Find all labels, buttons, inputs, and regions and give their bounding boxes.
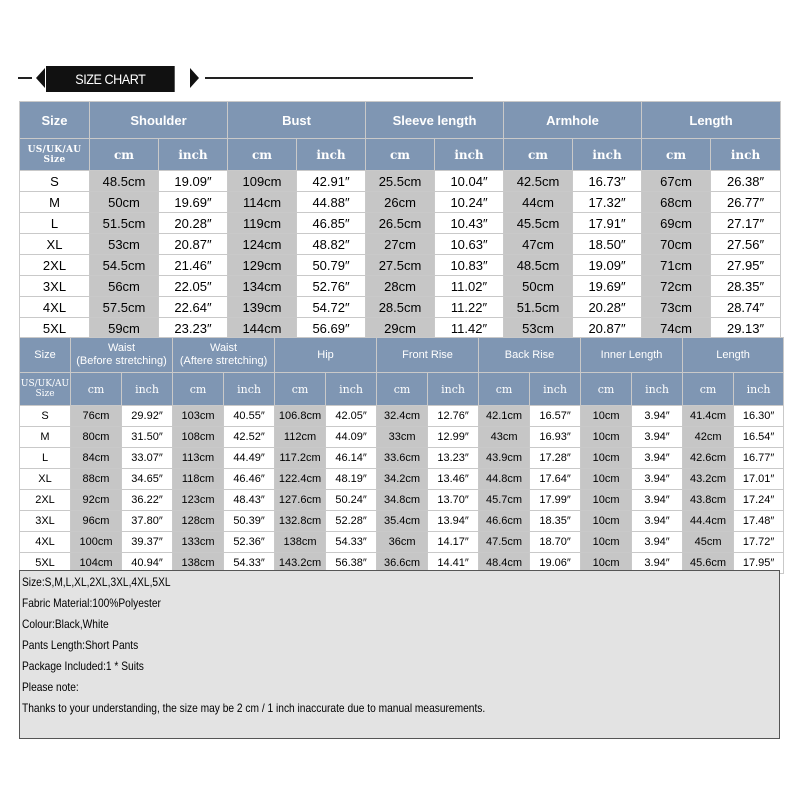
cm-value-cell: 96cm [71,511,122,532]
inch-value-cell: 26.77″ [711,192,781,213]
cm-value-cell: 51.5cm [504,297,573,318]
size-chart-title: SIZE CHART [46,66,175,92]
inch-value-cell: 19.09″ [159,171,228,192]
bottom-unit-row [20,373,784,406]
inch-value-cell: 14.17″ [428,532,479,553]
inch-value-cell: 13.70″ [428,490,479,511]
inch-value-cell: 3.94″ [632,511,683,532]
cm-value-cell: 45.7cm [479,490,530,511]
inch-label: inch [224,373,275,406]
cm-value-cell: 28.5cm [366,297,435,318]
inch-value-cell: 17.48″ [734,511,784,532]
inch-value-cell: 54.72″ [297,297,366,318]
cm-value-cell: 50cm [90,192,159,213]
inch-value-cell: 54.33″ [224,553,275,574]
cm-value-cell: 10cm [581,532,632,553]
cm-label: cm [377,373,428,406]
inch-label: inch [573,139,642,171]
inch-value-cell: 3.94″ [632,532,683,553]
inch-value-cell: 19.06″ [530,553,581,574]
cm-value-cell: 92cm [71,490,122,511]
inch-label: inch [326,373,377,406]
inch-value-cell: 50.79″ [297,255,366,276]
size-cell: M [20,192,90,213]
bottom-size-table [19,337,784,574]
table-row [20,297,781,318]
cm-value-cell: 34.8cm [377,490,428,511]
inch-value-cell: 16.57″ [530,406,581,427]
table-row [20,255,781,276]
inch-value-cell: 22.05″ [159,276,228,297]
inch-value-cell: 26.38″ [711,171,781,192]
inch-value-cell: 20.87″ [159,234,228,255]
inch-value-cell: 27.56″ [711,234,781,255]
inch-value-cell: 11.42″ [435,318,504,339]
inch-value-cell: 46.14″ [326,448,377,469]
inch-value-cell: 46.85″ [297,213,366,234]
note-please-note: Please note: [22,680,79,694]
inch-value-cell: 17.99″ [530,490,581,511]
cm-label: cm [683,373,734,406]
cm-value-cell: 53cm [504,318,573,339]
inch-value-cell: 31.50″ [122,427,173,448]
cm-value-cell: 47.5cm [479,532,530,553]
inch-value-cell: 20.28″ [573,297,642,318]
cm-value-cell: 108cm [173,427,224,448]
top-unit-row [20,139,781,171]
cm-value-cell: 76cm [71,406,122,427]
cm-label: cm [504,139,573,171]
inch-value-cell: 34.65″ [122,469,173,490]
inch-value-cell: 33.07″ [122,448,173,469]
cm-value-cell: 113cm [173,448,224,469]
inch-value-cell: 44.88″ [297,192,366,213]
inch-value-cell: 10.43″ [435,213,504,234]
inch-value-cell: 18.50″ [573,234,642,255]
size-cell: 4XL [20,532,71,553]
cm-value-cell: 10cm [581,511,632,532]
inch-label: inch [734,373,784,406]
product-notes [19,570,780,739]
cm-value-cell: 114cm [228,192,297,213]
inch-value-cell: 16.93″ [530,427,581,448]
inch-value-cell: 44.09″ [326,427,377,448]
inch-value-cell: 39.37″ [122,532,173,553]
header-left-arrow [36,68,45,88]
cm-value-cell: 44cm [504,192,573,213]
cm-value-cell: 36cm [377,532,428,553]
size-cell: L [20,448,71,469]
cm-label: cm [479,373,530,406]
inch-value-cell: 29.13″ [711,318,781,339]
cm-value-cell: 104cm [71,553,122,574]
top-size-table [19,101,781,339]
inch-value-cell: 11.02″ [435,276,504,297]
inch-value-cell: 52.76″ [297,276,366,297]
header-right-arrow [190,68,199,88]
inch-value-cell: 10.24″ [435,192,504,213]
inch-label: inch [159,139,228,171]
region-size-label: US/UK/AU Size [20,373,71,406]
cm-label: cm [581,373,632,406]
bust-header: Bust [228,102,366,139]
cm-value-cell: 42.1cm [479,406,530,427]
inch-value-cell: 48.82″ [297,234,366,255]
cm-value-cell: 127.6cm [275,490,326,511]
cm-value-cell: 10cm [581,427,632,448]
inch-value-cell: 44.49″ [224,448,275,469]
inch-value-cell: 42.91″ [297,171,366,192]
cm-value-cell: 143.2cm [275,553,326,574]
size-cell: S [20,406,71,427]
size-cell: M [20,427,71,448]
table-row [20,511,784,532]
cm-value-cell: 54.5cm [90,255,159,276]
cm-value-cell: 134cm [228,276,297,297]
size-cell: 5XL [20,318,90,339]
cm-value-cell: 88cm [71,469,122,490]
inch-label: inch [530,373,581,406]
bottom-header-row [20,338,784,373]
cm-value-cell: 43.8cm [683,490,734,511]
inch-value-cell: 17.01″ [734,469,784,490]
cm-value-cell: 119cm [228,213,297,234]
cm-value-cell: 56cm [90,276,159,297]
cm-value-cell: 139cm [228,297,297,318]
table-row [20,318,781,339]
inch-value-cell: 3.94″ [632,427,683,448]
cm-value-cell: 128cm [173,511,224,532]
inch-value-cell: 3.94″ [632,406,683,427]
cm-value-cell: 124cm [228,234,297,255]
cm-value-cell: 43cm [479,427,530,448]
inch-value-cell: 16.73″ [573,171,642,192]
cm-value-cell: 10cm [581,448,632,469]
size-header: Size [20,102,90,139]
size-cell: S [20,171,90,192]
cm-value-cell: 10cm [581,469,632,490]
size-cell: 2XL [20,255,90,276]
inch-value-cell: 40.94″ [122,553,173,574]
cm-value-cell: 34.2cm [377,469,428,490]
hip-header: Hip [275,338,377,373]
cm-value-cell: 132.8cm [275,511,326,532]
cm-value-cell: 43.9cm [479,448,530,469]
cm-value-cell: 29cm [366,318,435,339]
inch-value-cell: 14.41″ [428,553,479,574]
cm-value-cell: 80cm [71,427,122,448]
inch-value-cell: 48.43″ [224,490,275,511]
cm-value-cell: 48.5cm [504,255,573,276]
cm-value-cell: 42.6cm [683,448,734,469]
inch-value-cell: 19.09″ [573,255,642,276]
shoulder-header: Shoulder [90,102,228,139]
inch-label: inch [122,373,173,406]
inch-value-cell: 56.38″ [326,553,377,574]
cm-value-cell: 117.2cm [275,448,326,469]
cm-value-cell: 48.5cm [90,171,159,192]
inch-value-cell: 18.35″ [530,511,581,532]
cm-value-cell: 106.8cm [275,406,326,427]
cm-label: cm [90,139,159,171]
inch-value-cell: 37.80″ [122,511,173,532]
cm-value-cell: 74cm [642,318,711,339]
cm-value-cell: 32.4cm [377,406,428,427]
inch-value-cell: 46.46″ [224,469,275,490]
table-row [20,427,784,448]
inch-value-cell: 18.70″ [530,532,581,553]
inch-value-cell: 19.69″ [159,192,228,213]
cm-value-cell: 109cm [228,171,297,192]
inch-value-cell: 42.05″ [326,406,377,427]
cm-value-cell: 138cm [275,532,326,553]
table-row [20,234,781,255]
inch-value-cell: 17.95″ [734,553,784,574]
cm-value-cell: 43.2cm [683,469,734,490]
cm-value-cell: 133cm [173,532,224,553]
inch-value-cell: 13.94″ [428,511,479,532]
note-sizes: Size:S,M,L,XL,2XL,3XL,4XL,5XL [22,575,171,589]
cm-value-cell: 10cm [581,406,632,427]
waist-after-header: Waist (Aftere stretching) [173,338,275,373]
table-row [20,213,781,234]
cm-value-cell: 27.5cm [366,255,435,276]
inch-value-cell: 27.17″ [711,213,781,234]
pants-length-header: Length [683,338,784,373]
cm-label: cm [71,373,122,406]
note-disclaimer: Thanks to your understanding, the size may be 2 cm / 1 inch inaccurate due to manual measurements. [22,701,486,715]
cm-value-cell: 45cm [683,532,734,553]
inch-value-cell: 11.22″ [435,297,504,318]
inch-value-cell: 52.28″ [326,511,377,532]
inch-value-cell: 3.94″ [632,469,683,490]
inch-value-cell: 16.54″ [734,427,784,448]
waist-before-header: Waist (Before stretching) [71,338,173,373]
cm-value-cell: 45.6cm [683,553,734,574]
cm-value-cell: 25.5cm [366,171,435,192]
front-rise-header: Front Rise [377,338,479,373]
inch-value-cell: 52.36″ [224,532,275,553]
inch-value-cell: 36.22″ [122,490,173,511]
size-cell: L [20,213,90,234]
cm-value-cell: 144cm [228,318,297,339]
cm-value-cell: 129cm [228,255,297,276]
size-cell: XL [20,469,71,490]
size-cell: XL [20,234,90,255]
inch-value-cell: 21.46″ [159,255,228,276]
inch-value-cell: 54.33″ [326,532,377,553]
inch-label: inch [297,139,366,171]
size-cell: 4XL [20,297,90,318]
inch-value-cell: 17.72″ [734,532,784,553]
region-size-label: US/UK/AU Size [20,139,90,171]
cm-value-cell: 72cm [642,276,711,297]
cm-value-cell: 100cm [71,532,122,553]
inch-value-cell: 17.64″ [530,469,581,490]
note-package: Package Included:1 * Suits [22,659,144,673]
inch-value-cell: 17.91″ [573,213,642,234]
inch-value-cell: 12.76″ [428,406,479,427]
inch-value-cell: 16.30″ [734,406,784,427]
cm-value-cell: 47cm [504,234,573,255]
inch-label: inch [711,139,781,171]
cm-value-cell: 57.5cm [90,297,159,318]
table-row [20,448,784,469]
inch-value-cell: 10.04″ [435,171,504,192]
cm-label: cm [642,139,711,171]
table-row [20,171,781,192]
cm-value-cell: 67cm [642,171,711,192]
cm-value-cell: 103cm [173,406,224,427]
inch-value-cell: 13.46″ [428,469,479,490]
cm-value-cell: 138cm [173,553,224,574]
table-row [20,406,784,427]
cm-value-cell: 42cm [683,427,734,448]
cm-value-cell: 50cm [504,276,573,297]
header-right-line [205,77,473,79]
cm-value-cell: 70cm [642,234,711,255]
size-cell: 3XL [20,276,90,297]
inch-value-cell: 20.87″ [573,318,642,339]
size-header: Size [20,338,71,373]
inch-value-cell: 48.19″ [326,469,377,490]
cm-label: cm [173,373,224,406]
cm-label: cm [366,139,435,171]
length-header: Length [642,102,781,139]
cm-value-cell: 10cm [581,490,632,511]
table-row [20,490,784,511]
inch-value-cell: 42.52″ [224,427,275,448]
inch-label: inch [632,373,683,406]
cm-value-cell: 48.4cm [479,553,530,574]
inch-value-cell: 19.69″ [573,276,642,297]
cm-value-cell: 123cm [173,490,224,511]
cm-value-cell: 44.8cm [479,469,530,490]
size-cell: 5XL [20,553,71,574]
cm-value-cell: 51.5cm [90,213,159,234]
cm-value-cell: 33cm [377,427,428,448]
inch-label: inch [428,373,479,406]
inch-value-cell: 56.69″ [297,318,366,339]
inch-value-cell: 28.74″ [711,297,781,318]
inch-value-cell: 17.32″ [573,192,642,213]
table-row [20,192,781,213]
cm-value-cell: 45.5cm [504,213,573,234]
armhole-header: Armhole [504,102,642,139]
size-cell: 2XL [20,490,71,511]
cm-value-cell: 33.6cm [377,448,428,469]
inch-label: inch [435,139,504,171]
cm-value-cell: 46.6cm [479,511,530,532]
size-cell: 3XL [20,511,71,532]
inch-value-cell: 3.94″ [632,553,683,574]
cm-value-cell: 26.5cm [366,213,435,234]
top-header-row [20,102,781,139]
inch-value-cell: 12.99″ [428,427,479,448]
inch-value-cell: 17.28″ [530,448,581,469]
cm-value-cell: 53cm [90,234,159,255]
inch-value-cell: 13.23″ [428,448,479,469]
inner-length-header: Inner Length [581,338,683,373]
cm-value-cell: 122.4cm [275,469,326,490]
cm-value-cell: 84cm [71,448,122,469]
inch-value-cell: 23.23″ [159,318,228,339]
header-left-line [18,77,32,79]
cm-value-cell: 41.4cm [683,406,734,427]
cm-label: cm [275,373,326,406]
inch-value-cell: 40.55″ [224,406,275,427]
cm-value-cell: 112cm [275,427,326,448]
inch-value-cell: 27.95″ [711,255,781,276]
cm-value-cell: 28cm [366,276,435,297]
sleeve-length-header: Sleeve length [366,102,504,139]
inch-value-cell: 10.83″ [435,255,504,276]
cm-value-cell: 68cm [642,192,711,213]
cm-value-cell: 59cm [90,318,159,339]
inch-value-cell: 10.63″ [435,234,504,255]
cm-label: cm [228,139,297,171]
cm-value-cell: 44.4cm [683,511,734,532]
inch-value-cell: 22.64″ [159,297,228,318]
table-row [20,532,784,553]
cm-value-cell: 27cm [366,234,435,255]
cm-value-cell: 36.6cm [377,553,428,574]
inch-value-cell: 50.24″ [326,490,377,511]
cm-value-cell: 71cm [642,255,711,276]
note-pants-length: Pants Length:Short Pants [22,638,139,652]
table-row [20,276,781,297]
inch-value-cell: 16.77″ [734,448,784,469]
cm-value-cell: 35.4cm [377,511,428,532]
inch-value-cell: 28.35″ [711,276,781,297]
inch-value-cell: 17.24″ [734,490,784,511]
inch-value-cell: 20.28″ [159,213,228,234]
note-colour: Colour:Black,White [22,617,109,631]
cm-value-cell: 10cm [581,553,632,574]
inch-value-cell: 50.39″ [224,511,275,532]
back-rise-header: Back Rise [479,338,581,373]
inch-value-cell: 29.92″ [122,406,173,427]
table-row [20,469,784,490]
cm-value-cell: 42.5cm [504,171,573,192]
inch-value-cell: 3.94″ [632,448,683,469]
cm-value-cell: 26cm [366,192,435,213]
cm-value-cell: 73cm [642,297,711,318]
cm-value-cell: 69cm [642,213,711,234]
inch-value-cell: 3.94″ [632,490,683,511]
note-fabric: Fabric Material:100%Polyester [22,596,161,610]
cm-value-cell: 118cm [173,469,224,490]
